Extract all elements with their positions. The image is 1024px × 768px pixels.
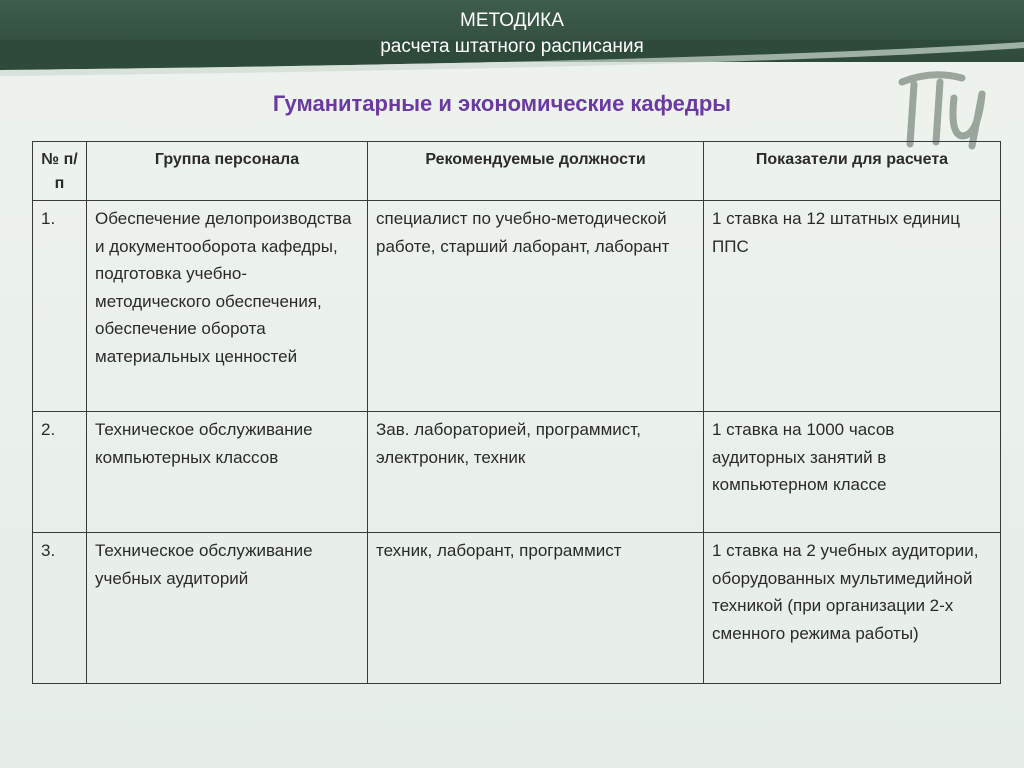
row-3-num: 3. [33, 533, 87, 684]
title-line-2: расчета штатного расписания [380, 36, 644, 57]
header-group: Группа персонала [87, 142, 368, 201]
table-row [33, 533, 1001, 684]
row-2-num: 2. [33, 412, 87, 533]
row-2-indicators: 1 ставка на 1000 часов аудиторных занятий в компьютерном классе [704, 412, 1001, 533]
table-header-row [33, 142, 1001, 201]
row-3-group: Техническое обслуживание учебных аудиторий [87, 533, 368, 684]
page-title [0, 8, 1024, 60]
row-1-group: Обеспечение делопроизводства и документооборота кафедры, подготовка учебно-методического обеспечения, обеспечение оборота материальных ценностей [87, 201, 368, 412]
row-1-positions: специалист по учебно-методической работе, старший лаборант, лаборант [368, 201, 704, 412]
row-2-group: Техническое обслуживание компьютерных классов [87, 412, 368, 533]
table-row [33, 412, 1001, 533]
table-row [33, 201, 1001, 412]
row-1-indicators: 1 ставка на 12 штатных единиц ППС [704, 201, 1001, 412]
staffing-table [32, 141, 1001, 684]
section-subtitle: Гуманитарные и экономические кафедры [272, 91, 732, 116]
row-3-positions: техник, лаборант, программист [368, 533, 704, 684]
title-line-1: МЕТОДИКА [460, 10, 564, 31]
row-2-positions: Зав. лабораторией, программист, электроник, техник [368, 412, 704, 533]
header-num: № п/п [33, 142, 87, 201]
row-1-num: 1. [33, 201, 87, 412]
header-positions: Рекомендуемые должности [368, 142, 704, 201]
header-indicators: Показатели для расчета [704, 142, 1001, 201]
row-3-indicators: 1 ставка на 2 учебных аудитории, оборудованных мультимедийной техникой (при организации 2-х сменного режима работы) [704, 533, 1001, 684]
